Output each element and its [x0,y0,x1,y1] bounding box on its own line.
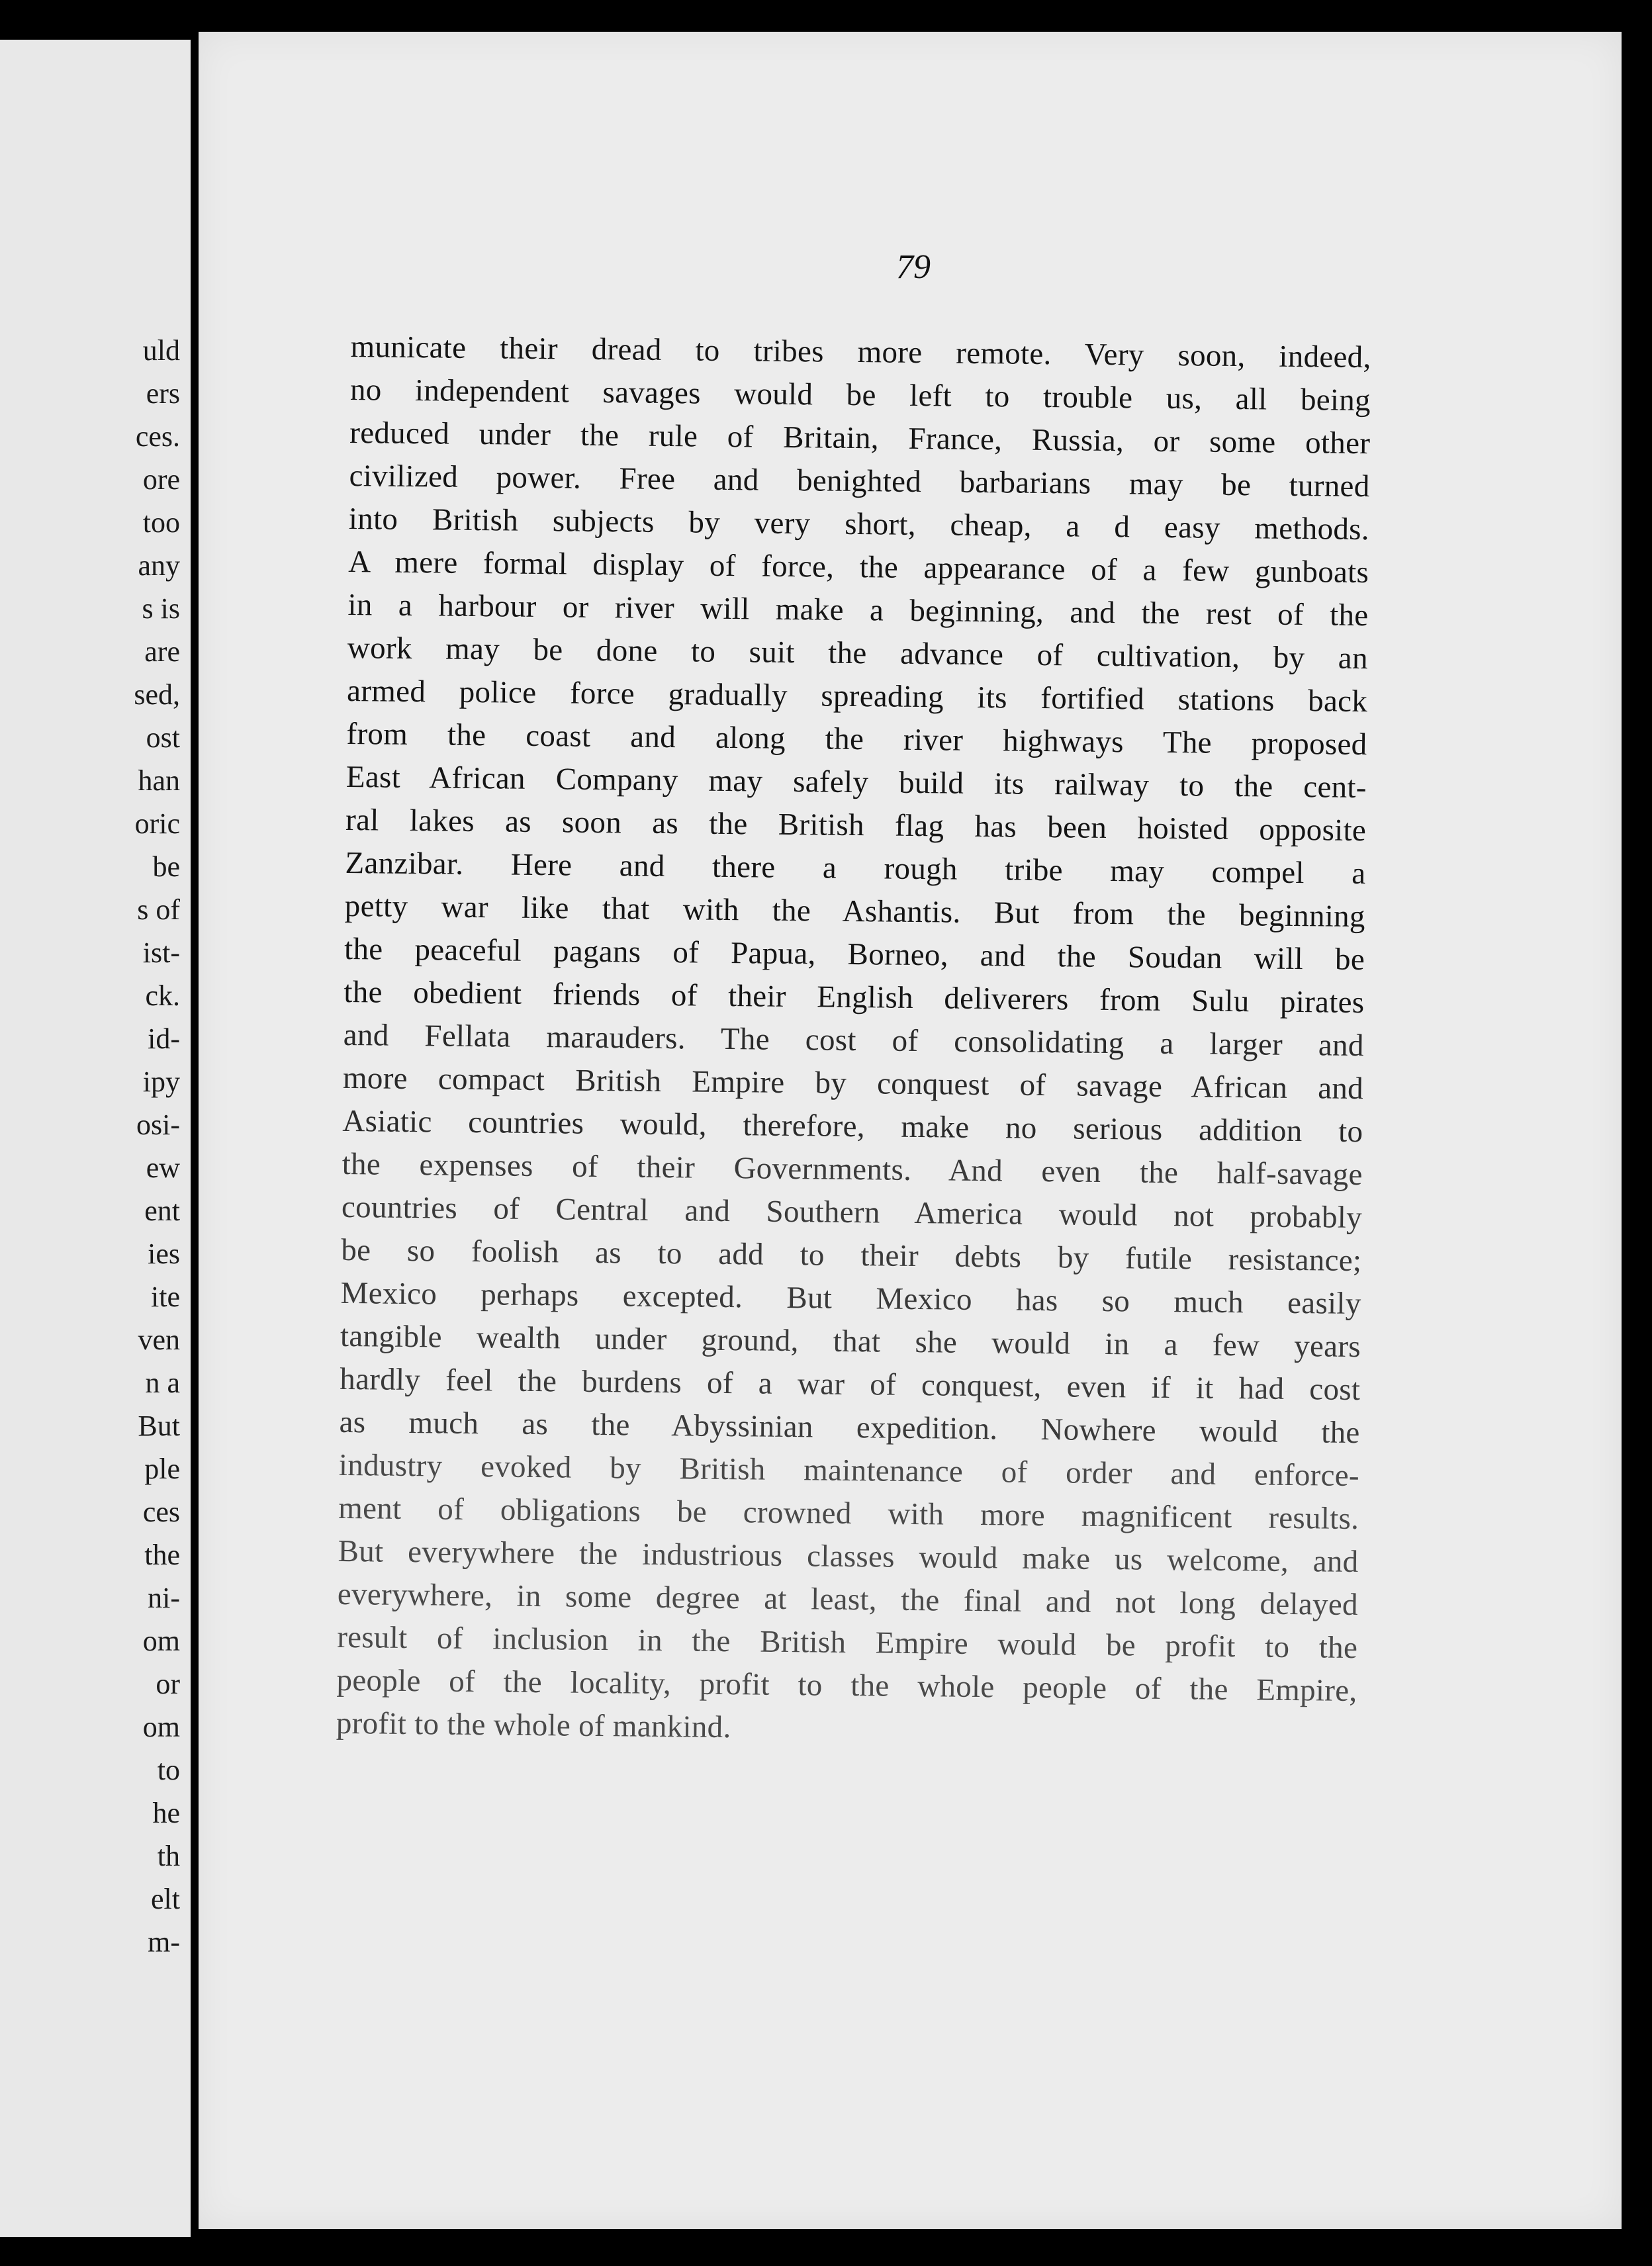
left-page-fragment: ni- [148,1582,180,1614]
left-page-fragment: s of [137,893,180,926]
text-line: more compact British Empire by conquest of savage African and [342,1060,1364,1107]
left-page-fragment: th [157,1840,180,1872]
left-page-fragment: ers [146,377,180,410]
left-page-fragment: ven [138,1324,180,1356]
left-page-fragment: ist- [142,936,180,969]
text-line: tangible wealth under ground, that she would in a few years [340,1318,1361,1365]
right-page [199,32,1622,2229]
left-page-fragment: ent [144,1195,180,1227]
left-page-fragment: or [156,1668,180,1700]
text-line: and Fellata marauders. The cost of consolidating a larger and [343,1017,1364,1064]
text-line: A mere formal display of force, the appearance of a few gunboats [347,544,1369,590]
text-line: East African Company may safely build its railway to the cent- [345,759,1367,805]
text-line: no independent savages would be left to trouble us, all being [349,372,1371,418]
text-line: everywhere, in some degree at least, the final and not long delayed [337,1576,1359,1623]
left-page-fragment: han [138,764,180,797]
text-line: the obedient friends of their English deliverers from Sulu pirates [344,974,1365,1020]
left-page-fragment: ew [146,1152,180,1184]
left-page-fragment: sed, [134,678,180,711]
left-page-fragment: ces [142,1496,180,1528]
text-line: petty war like that with the Ashantis. But from the beginning [344,888,1366,934]
left-page-fragment: s is [142,592,180,625]
text-line: result of inclusion in the British Empire would be profit to the [336,1619,1358,1666]
left-page-fragment: are [144,635,180,668]
left-page-fragment: ces. [135,420,180,453]
text-line: industry evoked by British maintenance of order and enforce- [338,1447,1360,1494]
left-page-fragment: ipy [142,1065,180,1098]
left-page-fragment: ck. [145,979,180,1012]
text-line: ment of obligations be crowned with more magnificent results. [338,1490,1359,1537]
text-line: into British subjects by very short, cheap, a d easy methods. [348,501,1370,547]
text-line: Asiatic countries would, therefore, make no serious addition to [342,1103,1363,1150]
left-page-fragment: he [152,1797,180,1829]
text-line: work may be done to suit the advance of cultivation, by an [347,630,1369,676]
left-page-fragment: the [144,1539,180,1571]
left-page-fragment: elt [151,1883,180,1915]
text-line: countries of Central and Southern America would not probably [341,1189,1363,1236]
left-page-fragment: oric [134,807,180,840]
text-line: hardly feel the burdens of a war of conquest, even if it had cost [340,1361,1361,1408]
left-page-fragment: om [142,1711,180,1743]
text-line: the expenses of their Governments. And even the half-savage [342,1146,1363,1193]
left-page-fragment: osi- [136,1109,180,1141]
text-line: reduced under the rule of Britain, France, Russia, or some other [349,415,1371,461]
text-line: ral lakes as soon as the British flag has been hoisted opposite [345,802,1367,848]
text-line: as much as the Abyssinian expedition. Nowhere would the [339,1404,1360,1451]
left-page-fragment: too [142,506,180,539]
left-page-fragment: any [138,549,180,582]
text-line: Mexico perhaps excepted. But Mexico has so much easily [340,1275,1361,1322]
left-page-fragment: to [157,1754,180,1786]
left-page-fragment: ost [146,721,180,754]
text-line: municate their dread to tribes more remote. Very soon, indeed, [350,329,1371,375]
left-page-fragment: n a [145,1367,180,1399]
left-page-fragment: ite [151,1281,180,1313]
page-number: 79 [896,248,931,286]
left-page-fragment: be [152,850,180,883]
left-page-fragment: id- [148,1022,180,1055]
text-line: from the coast and along the river highways The proposed [346,716,1367,762]
text-line: But everywhere the industrious classes would make us welcome, and [338,1533,1359,1580]
left-page-fragment: ple [144,1453,180,1485]
left-page-fragment: ore [142,463,180,496]
text-line: people of the locality, profit to the whole people of the Empire, [336,1662,1357,1709]
body-text [336,326,1371,1756]
text-line: armed police force gradually spreading its fortified stations back [346,673,1368,719]
left-page-fragment: ies [148,1238,180,1270]
text-line: Zanzibar. Here and there a rough tribe may compel a [345,845,1366,891]
text-line: in a harbour or river will make a beginning, and the rest of the [347,587,1369,633]
text-line: civilized power. Free and benighted barbarians may be turned [349,458,1370,504]
book-gutter [191,26,197,2243]
left-page-fragment: om [142,1625,180,1657]
left-page-fragment: uld [142,334,180,367]
text-line: profit to the whole of mankind. [336,1705,731,1745]
left-page-fragment: But [138,1410,180,1442]
left-page-edge [0,40,191,2237]
text-line: be so foolish as to add to their debts by futile resistance; [341,1232,1362,1279]
left-page-fragment: m- [148,1926,180,1958]
text-line: the peaceful pagans of Papua, Borneo, and the Soudan will be [344,931,1365,977]
